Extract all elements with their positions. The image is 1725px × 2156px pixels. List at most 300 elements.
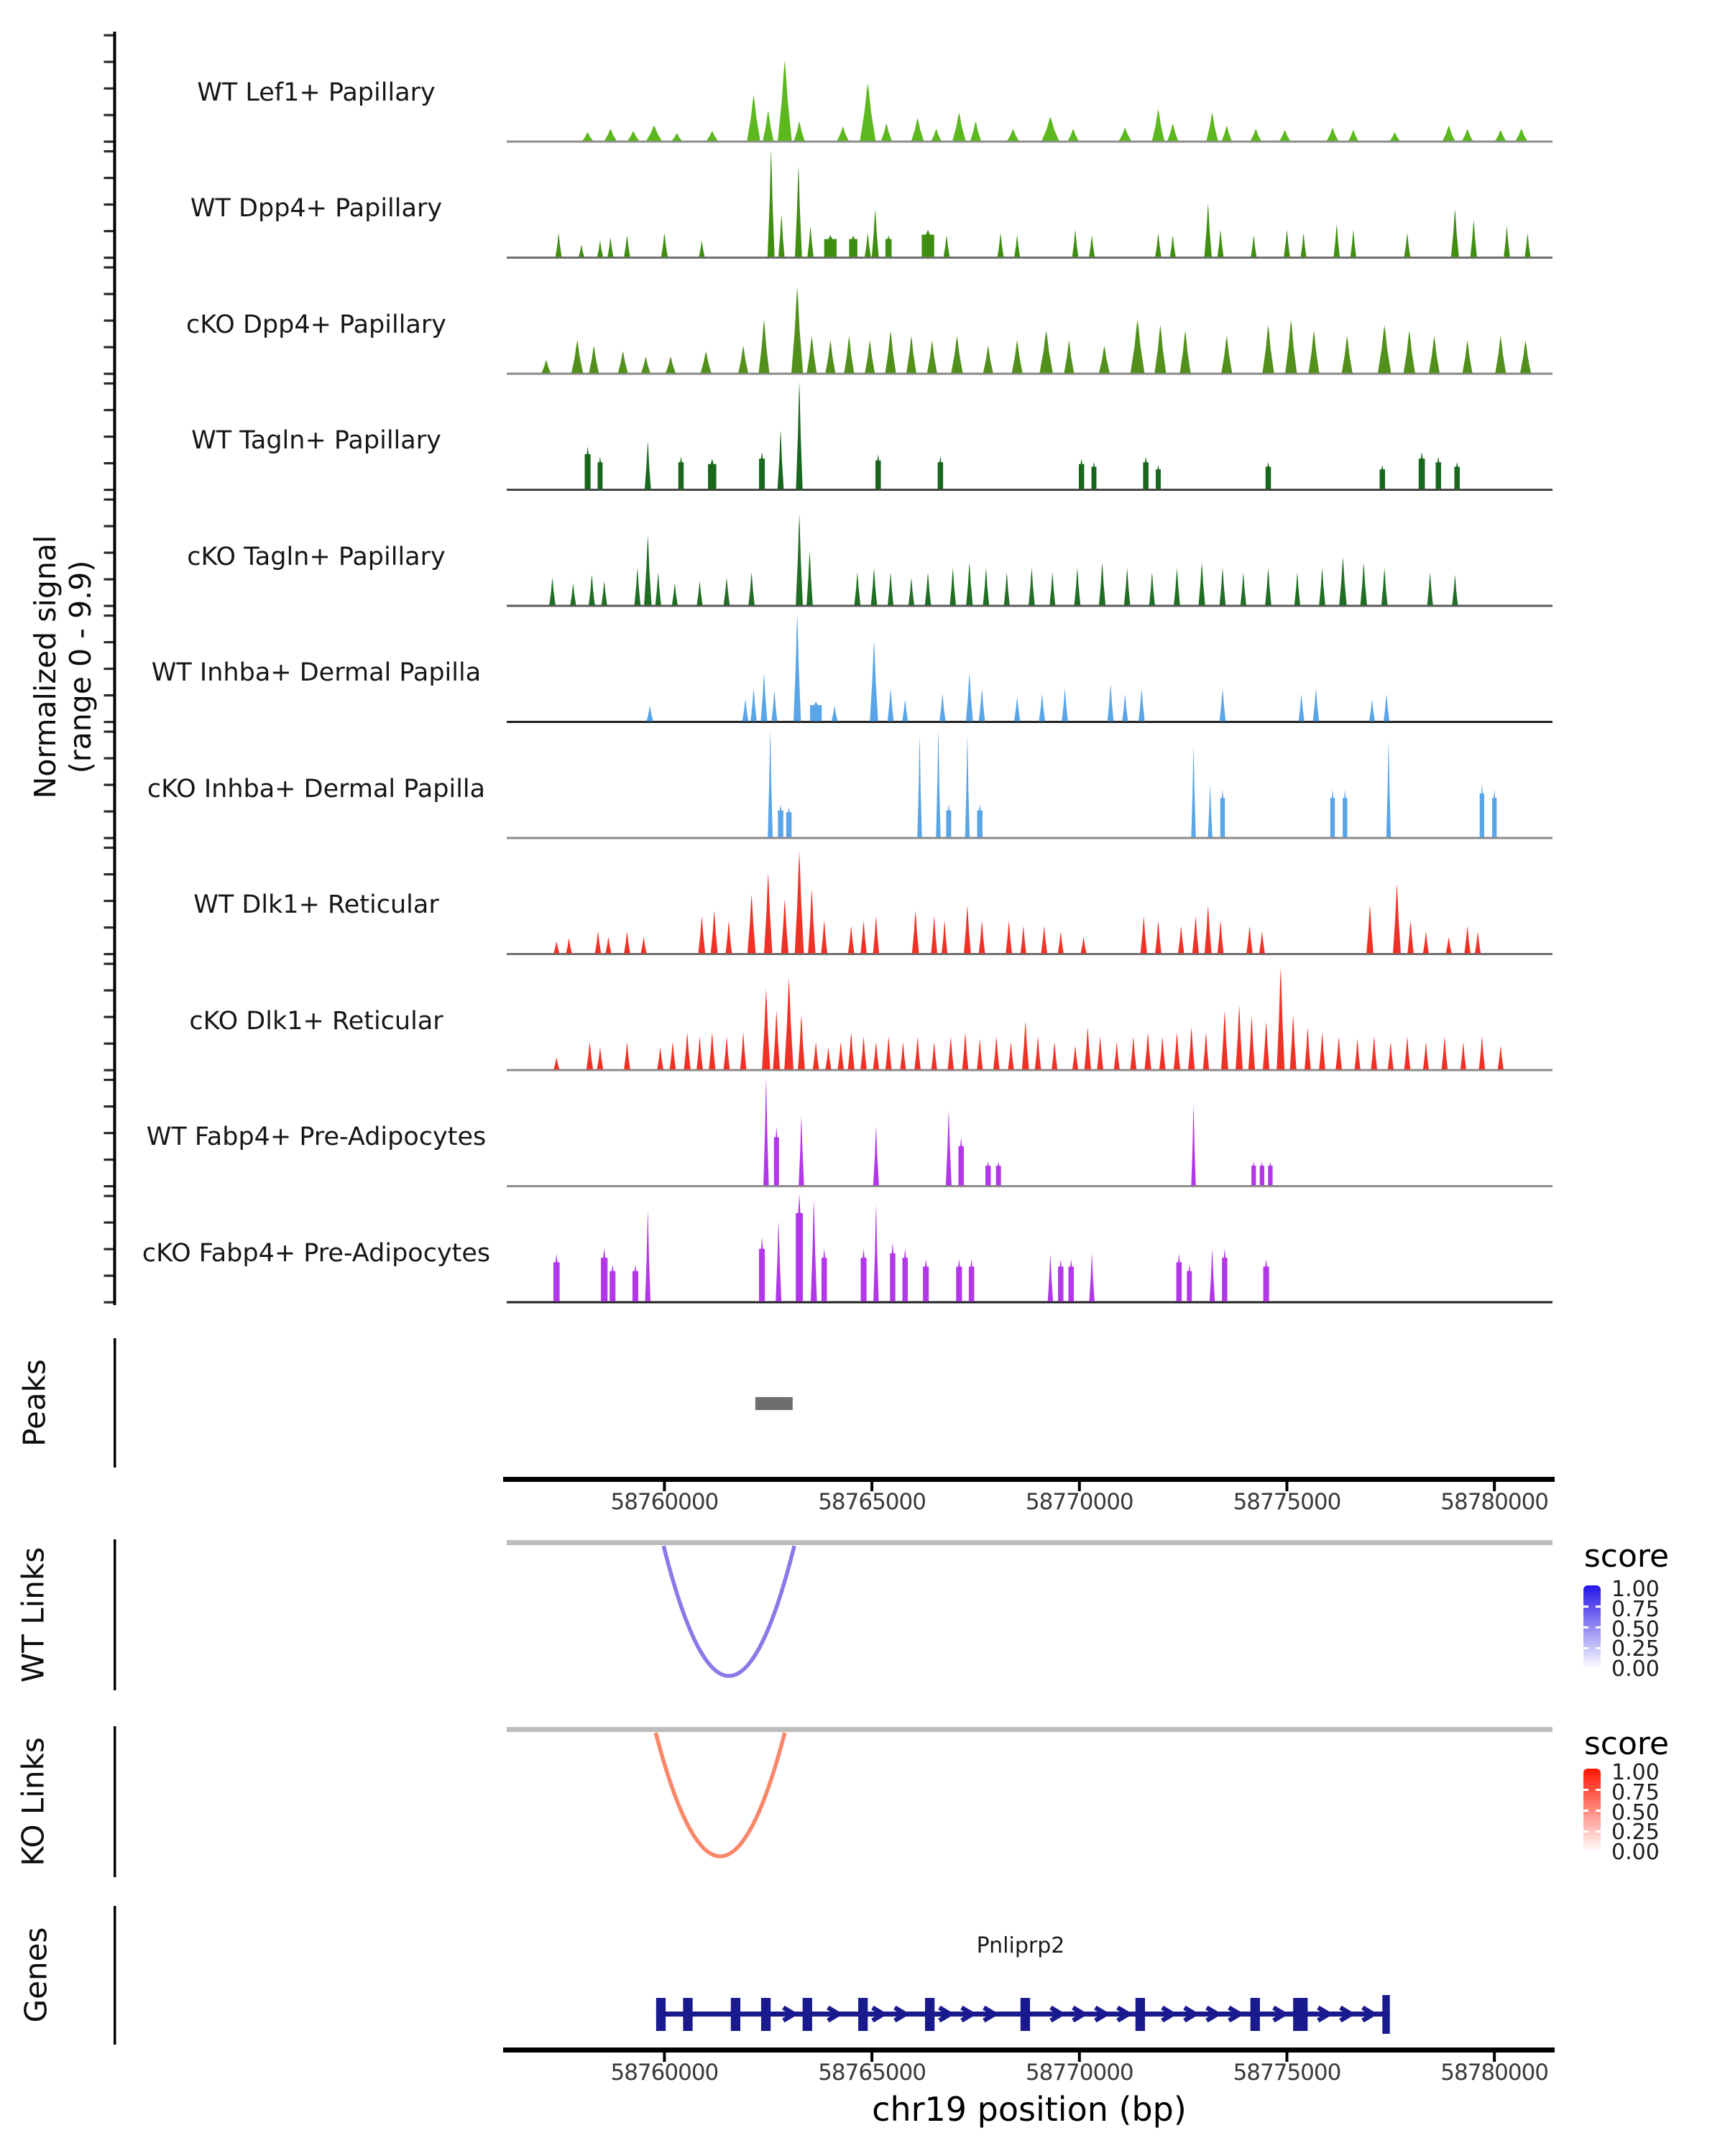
y-axis-tick (104, 150, 114, 152)
signal-area (1520, 341, 1531, 373)
signal-area (1220, 789, 1225, 837)
signal-area (1222, 1248, 1228, 1302)
y-axis-tick (104, 1158, 114, 1161)
signal-area (595, 931, 602, 953)
signal-area (1419, 452, 1425, 489)
signal-area (1355, 1039, 1361, 1069)
signal-area (870, 640, 878, 721)
signal-area (1218, 230, 1224, 257)
y-axis-tick (104, 873, 114, 875)
signal-area (1442, 1037, 1448, 1069)
signal-area (807, 226, 814, 257)
signal-area (996, 1161, 1001, 1185)
signal-area (1039, 694, 1045, 722)
signal-area (977, 805, 983, 837)
y-axis-tick (104, 990, 114, 992)
signal-area (768, 149, 775, 257)
signal-area (646, 126, 662, 141)
signal-area (1167, 124, 1178, 141)
signal-area (1492, 789, 1496, 837)
link-arc-wt (663, 1546, 794, 1676)
signal-area (979, 688, 985, 721)
signal-area (1068, 1259, 1074, 1302)
signal-area (944, 235, 950, 257)
signal-area (942, 921, 947, 953)
signal-area (758, 320, 769, 373)
signal-area (1319, 568, 1325, 605)
signal-area (1236, 1005, 1243, 1069)
y-axis-tick (104, 489, 114, 491)
signal-area (983, 346, 993, 373)
y-axis-tick (104, 757, 114, 760)
signal-area (1301, 233, 1307, 257)
signal-area (1404, 1037, 1411, 1069)
signal-area (977, 1039, 983, 1069)
signal-area (1251, 235, 1256, 257)
signal-area (1342, 336, 1353, 373)
signal-area (811, 1199, 817, 1302)
signal-area (958, 1138, 964, 1186)
signal-area (1386, 740, 1391, 837)
legend-tick-dash (1596, 1606, 1601, 1608)
signal-area (1260, 1161, 1264, 1185)
y-axis-tick (104, 61, 114, 63)
signal-area (810, 701, 822, 721)
signal-area (1248, 1016, 1255, 1069)
signal-area (1004, 573, 1010, 605)
y-axis-tick (104, 177, 114, 179)
signal-area (1154, 325, 1166, 373)
y-axis-tick (104, 525, 114, 528)
signal-area (759, 1238, 765, 1302)
signal-area (1205, 906, 1212, 954)
signal-area (635, 568, 641, 605)
wt-score-tick-label: 0.25 (1611, 1636, 1660, 1662)
signal-area (1462, 129, 1473, 141)
signal-area (1264, 1259, 1269, 1302)
signal-area (773, 1010, 780, 1069)
wt-links-section-label: WT Links (15, 1547, 51, 1683)
gene-exon (803, 1998, 812, 2031)
signal-area (707, 131, 718, 141)
signal-area (1174, 568, 1180, 605)
signal-baseline (507, 373, 1552, 375)
x-axis-line (503, 1477, 1555, 1482)
signal-area (939, 694, 946, 722)
wt-links-baseline (507, 1540, 1552, 1545)
signal-area (832, 706, 838, 721)
y-axis-tick (104, 721, 114, 723)
signal-area (1284, 230, 1290, 257)
wt-score-legend-title: score (1583, 1538, 1670, 1575)
signal-area (912, 911, 919, 953)
gene-exon (761, 1998, 770, 2031)
signal-baseline (507, 489, 1552, 491)
signal-area (661, 233, 668, 257)
signal-area (865, 233, 871, 257)
signal-area (813, 1042, 819, 1069)
y-axis-tick (104, 1079, 114, 1081)
y-axis-label-line1: Normalized signal (28, 535, 63, 799)
signal-area (1149, 573, 1155, 605)
track-label-cko-tagln: cKO Tagln+ Papillary (187, 543, 446, 571)
signal-area (1099, 563, 1105, 605)
signal-area (618, 351, 628, 373)
signal-area (1155, 233, 1162, 257)
signal-area (875, 454, 881, 489)
signal-area (881, 124, 892, 141)
signal-area (825, 1048, 831, 1069)
signal-area (1192, 916, 1199, 954)
signal-area (1180, 331, 1191, 373)
signal-area (1279, 130, 1290, 141)
signal-area (947, 1037, 954, 1069)
signal-area (1156, 465, 1161, 489)
wt-score-tick-label: 0.75 (1611, 1597, 1660, 1622)
signal-area (627, 131, 639, 141)
signal-area (855, 573, 861, 605)
signal-area (1381, 568, 1388, 605)
signal-area (1495, 336, 1506, 373)
signal-area (1035, 1037, 1041, 1069)
signal-area (1041, 117, 1059, 141)
signal-area (1138, 688, 1145, 721)
gene-exon (1293, 1998, 1307, 2031)
signal-area (873, 1204, 879, 1302)
ko-score-tick-label: 1.00 (1611, 1760, 1660, 1785)
track-label-cko-fabp4: cKO Fabp4+ Pre-Adipocytes (142, 1239, 491, 1268)
signal-area (1524, 233, 1530, 257)
genes-section-label: Genes (18, 1927, 54, 2023)
signal-area (696, 1037, 703, 1069)
signal-area (763, 1078, 769, 1186)
y-axis-tick (104, 141, 114, 143)
legend-tick-dash (1583, 1789, 1588, 1791)
ko-score-tick-label: 0.75 (1611, 1780, 1660, 1805)
wt-score-colorbar (1583, 1585, 1601, 1669)
signal-area (1268, 1161, 1272, 1185)
signal-area (1404, 233, 1411, 257)
signal-area (1058, 931, 1064, 953)
signal-area (778, 214, 785, 257)
signal-area (794, 614, 801, 722)
peaks-bracket (114, 1338, 116, 1468)
signal-area (726, 921, 732, 953)
signal-area (1241, 573, 1246, 605)
signal-area (607, 237, 613, 257)
signal-area (1479, 1037, 1486, 1069)
signal-area (902, 699, 908, 721)
signal-area (1259, 931, 1265, 953)
signal-area (1187, 1264, 1192, 1302)
signal-area (624, 931, 630, 953)
signal-area (1170, 235, 1176, 257)
track-label-wt-dlk1: WT Dlk1+ Reticular (193, 890, 439, 919)
signal-area (1339, 557, 1346, 605)
signal-area (610, 1264, 615, 1302)
signal-area (647, 706, 653, 721)
ko-links-section-label: KO Links (15, 1737, 51, 1866)
signal-area (848, 926, 855, 954)
signal-area (1263, 1021, 1269, 1069)
y-axis-tick (104, 926, 114, 929)
signal-area (917, 735, 921, 837)
signal-area (860, 83, 875, 141)
y-axis-tick (104, 409, 114, 411)
y-axis-tick (104, 267, 114, 269)
signal-area (1251, 129, 1261, 141)
signal-area (1427, 573, 1433, 605)
signal-area (969, 1259, 975, 1302)
signal-area (1039, 331, 1052, 373)
link-arc-ko (656, 1733, 785, 1856)
signal-area (571, 341, 583, 373)
x-tick-label: 58760000 (610, 1489, 719, 1515)
gene-exon (925, 1998, 934, 2031)
signal-area (873, 1127, 879, 1186)
signal-area (672, 584, 678, 605)
signal-area (1119, 128, 1131, 141)
signal-area (774, 1127, 779, 1186)
signal-area (742, 699, 749, 721)
signal-area (553, 941, 559, 954)
signal-area (1191, 1105, 1195, 1185)
signal-area (1014, 697, 1021, 721)
signal-area (672, 133, 682, 141)
signal-area (848, 1032, 855, 1069)
y-axis-tick (104, 614, 114, 617)
y-axis-tick (104, 1275, 114, 1277)
signal-area (1007, 129, 1018, 141)
signal-area (1048, 1253, 1054, 1302)
signal-area (952, 113, 965, 141)
signal-area (1404, 331, 1415, 373)
signal-area (624, 1042, 630, 1069)
y-axis-tick (104, 346, 114, 349)
signal-area (906, 336, 916, 373)
signal-area (1423, 1042, 1429, 1069)
signal-area (888, 573, 893, 605)
signal-area (1343, 789, 1347, 837)
signal-area (1006, 921, 1012, 953)
signal-area (597, 456, 602, 489)
ko-score-colorbar (1583, 1769, 1601, 1852)
signal-area (1294, 573, 1300, 605)
y-axis-tick (104, 114, 114, 116)
signal-area (911, 118, 924, 141)
signal-area (925, 573, 932, 605)
y-axis-tick (104, 811, 114, 813)
signal-area (1276, 967, 1284, 1069)
signal-area (1203, 1032, 1210, 1069)
signal-area (657, 1048, 663, 1069)
signal-area (738, 346, 748, 373)
y-axis-tick (104, 605, 114, 607)
signal-area (1327, 128, 1338, 141)
signal-area (1446, 937, 1452, 954)
ko-links-baseline (507, 1727, 1552, 1732)
signal-area (1218, 921, 1224, 953)
signal-area (1266, 462, 1271, 489)
y-axis-tick (104, 847, 114, 849)
signal-area (589, 575, 595, 605)
gene-exon (1136, 1998, 1145, 2031)
signal-area (1152, 109, 1164, 141)
signal-area (1451, 209, 1459, 257)
signal-area (1384, 694, 1389, 722)
signal-area (1429, 336, 1440, 373)
signal-area (1285, 320, 1297, 373)
signal-area (1464, 926, 1471, 954)
signal-area (914, 1037, 921, 1069)
signal-area (886, 235, 892, 257)
signal-area (865, 341, 875, 373)
signal-area (701, 351, 712, 373)
signal-area (1319, 1032, 1325, 1069)
signal-area (1089, 1253, 1095, 1302)
y-axis-tick (104, 963, 114, 965)
signal-area (966, 563, 972, 605)
x-tick-label: 58780000 (1440, 1489, 1549, 1515)
signal-area (908, 578, 914, 605)
signal-area (748, 573, 755, 605)
signal-area (1361, 563, 1367, 605)
y-axis-tick (104, 499, 114, 501)
signal-area (696, 581, 702, 605)
legend-tick-dash (1583, 1830, 1588, 1833)
signal-area (641, 356, 650, 373)
track-label-wt-fabp4: WT Fabp4+ Pre-Adipocytes (146, 1123, 487, 1151)
signal-area (597, 1048, 604, 1069)
signal-area (872, 209, 879, 257)
signal-area (985, 1161, 991, 1185)
signal-area (724, 578, 730, 605)
signal-area (1049, 573, 1055, 605)
signal-area (579, 245, 584, 257)
ko-score-tick-label: 0.50 (1611, 1800, 1660, 1825)
signal-area (1008, 1042, 1013, 1069)
signal-area (1221, 1010, 1228, 1069)
signal-area (1221, 336, 1232, 373)
signal-area (1178, 926, 1184, 954)
signal-area (1380, 465, 1386, 489)
signal-area (1075, 568, 1081, 605)
signal-area (964, 906, 971, 954)
signal-area (1131, 1037, 1137, 1069)
signal-area (1208, 784, 1212, 837)
signal-area (795, 851, 804, 953)
signal-area (923, 1259, 929, 1302)
signal-area (837, 1042, 844, 1069)
signal-area (1246, 926, 1253, 954)
gene-exon (1021, 1998, 1030, 2031)
signal-area (1210, 1248, 1215, 1302)
signal-area (886, 1037, 892, 1069)
signal-area (762, 989, 770, 1069)
signal-area (1068, 129, 1079, 141)
signal-area (956, 1259, 962, 1302)
signal-area (871, 568, 878, 605)
signal-area (1191, 746, 1195, 837)
x-tick-label: 58760000 (610, 2060, 719, 2086)
signal-area (1014, 235, 1020, 257)
signal-area (1188, 1027, 1195, 1069)
signal-area (822, 1248, 827, 1302)
signal-area (966, 673, 973, 722)
y-axis-tick (104, 382, 114, 384)
y-axis-tick (104, 1069, 114, 1072)
y-axis-tick (104, 1302, 114, 1304)
y-axis-tick (104, 953, 114, 955)
signal-area (970, 121, 981, 141)
signal-area (806, 550, 813, 605)
signal-area (786, 807, 792, 837)
signal-baseline (507, 721, 1552, 723)
gene-exon (858, 1998, 868, 2031)
signal-area (747, 95, 760, 141)
signal-area (1313, 688, 1320, 721)
signal-area (1052, 1042, 1057, 1069)
track-label-cko-inhba: cKO Inhba+ Dermal Papilla (147, 775, 486, 803)
signal-area (778, 430, 784, 489)
gene-exon (1382, 1995, 1389, 2034)
legend-tick-dash (1596, 1830, 1601, 1833)
signal-area (861, 1248, 867, 1302)
signal-area (708, 459, 717, 489)
signal-area (979, 921, 985, 953)
signal-area (951, 336, 962, 373)
signal-area (1390, 132, 1400, 141)
gene-exon (683, 1998, 692, 2031)
gene-exon (1251, 1998, 1260, 2031)
legend-tick-dash (1583, 1647, 1588, 1649)
signal-area (1021, 926, 1026, 954)
signal-area (776, 1221, 781, 1302)
signal-area (860, 921, 867, 953)
x-axis-line (503, 2047, 1555, 2053)
signal-baseline (507, 1069, 1552, 1072)
y-axis-tick (104, 373, 114, 375)
signal-area (640, 937, 646, 954)
signal-baseline (507, 837, 1552, 839)
signal-area (698, 916, 705, 954)
signal-area (768, 729, 773, 837)
signal-area (1475, 931, 1481, 953)
signal-area (824, 235, 837, 257)
signal-area (903, 1248, 908, 1302)
y-axis-label-line2: (range 0 - 9.9) (63, 560, 98, 774)
signal-area (1198, 563, 1205, 605)
signal-area (796, 382, 802, 489)
signal-area (1407, 921, 1414, 953)
ko-score-legend-title: score (1583, 1726, 1670, 1762)
gene-exon (656, 1998, 666, 2031)
signal-area (589, 346, 599, 373)
wt-score-tick-label: 0.00 (1611, 1657, 1660, 1682)
signal-area (1012, 341, 1023, 373)
signal-area (556, 233, 562, 257)
legend-tick-dash (1583, 1810, 1588, 1812)
signal-area (1333, 224, 1340, 257)
signal-area (549, 578, 556, 605)
signal-area (781, 899, 788, 954)
signal-area (656, 573, 661, 605)
legend-tick-dash (1583, 1606, 1588, 1608)
signal-area (946, 805, 951, 837)
signal-area (784, 978, 794, 1069)
legend-tick-dash (1596, 1789, 1601, 1791)
signal-area (748, 895, 756, 954)
